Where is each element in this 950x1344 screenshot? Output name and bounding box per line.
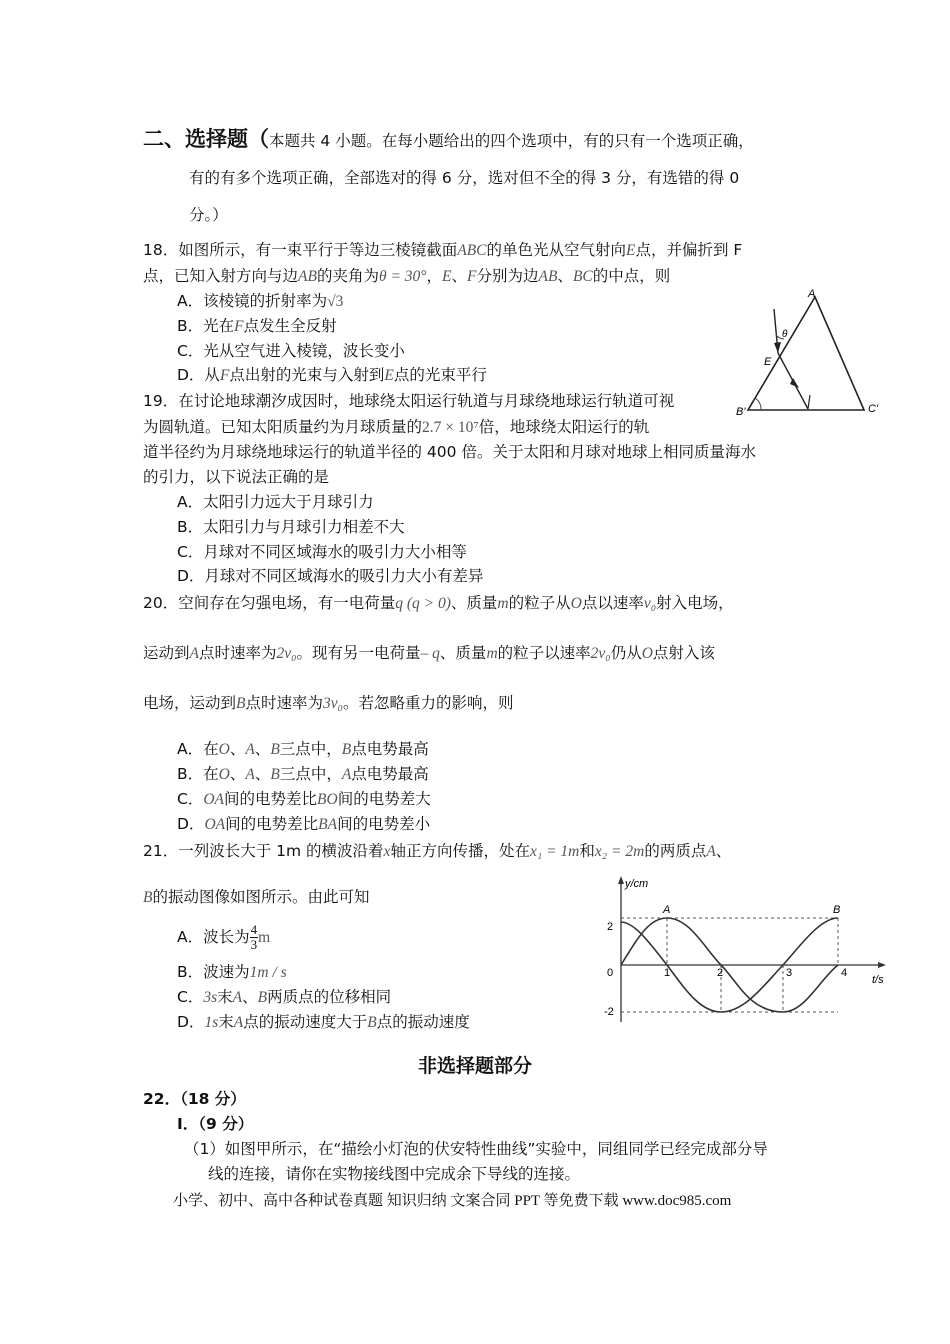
q20-text: 、质量 xyxy=(450,594,498,612)
q20-math: v₀ xyxy=(643,595,657,612)
q20-text: 。现有另一电荷量 xyxy=(296,644,421,662)
refracted-arrow xyxy=(790,378,799,388)
q18-text: 的中点，则 xyxy=(592,267,671,285)
q18-line2 xyxy=(143,266,670,287)
q18-math: ABC xyxy=(457,242,487,259)
q18-option-text: B．光在 xyxy=(177,317,235,335)
q21-option-a xyxy=(177,918,270,957)
curve-a-label: A xyxy=(663,904,671,916)
q21-math: B xyxy=(143,889,153,906)
q20-text: 点时速率为 xyxy=(245,694,323,712)
q20-math: m xyxy=(497,595,509,612)
q21-option-text: C． xyxy=(177,988,204,1006)
q20-math: BA xyxy=(318,816,338,833)
q20-option-text: 、 xyxy=(254,765,271,783)
q21-line1 xyxy=(143,841,731,862)
page-footer: 小学、初中、高中各种试卷真题 知识归纳 文案合同 PPT 等免费下载 www.doc985.com xyxy=(173,1193,732,1209)
q18-option-text: 点出射的光束与入射到 xyxy=(229,366,385,384)
q19-option-a: A．太阳引力远大于月球引力 xyxy=(177,493,374,511)
angle-arc-b xyxy=(755,398,761,410)
q20-math: O xyxy=(218,766,230,783)
curve-b-label: B xyxy=(833,904,841,916)
fraction-numerator: 4 xyxy=(250,922,258,937)
q20-text: 点以速率 xyxy=(581,594,644,612)
x-tick-3: 3 xyxy=(786,967,793,979)
section-intro-3: 分。） xyxy=(189,206,228,224)
q20-option-text: 间的电势差大 xyxy=(337,790,431,808)
q20-option-a xyxy=(177,739,429,760)
q19-option-c: C．月球对不同区域海水的吸引力大小相等 xyxy=(177,543,467,561)
q18-math: E xyxy=(442,268,452,285)
prism-triangle xyxy=(748,297,864,410)
q20-math: A xyxy=(245,766,255,783)
q18-text: 、 xyxy=(557,267,573,285)
q18-math: AB xyxy=(538,268,558,285)
section-title: 二、选择题（ xyxy=(143,127,269,151)
q20-math: B xyxy=(270,741,280,758)
q20-text: 20．空间存在匀强电场，有一电荷量 xyxy=(143,594,396,612)
q20-math: m xyxy=(486,645,498,662)
q20-option-text: 、 xyxy=(229,765,246,783)
q18-option-text: D．从 xyxy=(177,366,220,384)
q20-math: – q xyxy=(420,645,440,662)
q20-math: B xyxy=(236,695,246,712)
q19-option-b: B．太阳引力与月球引力相差不大 xyxy=(177,518,405,536)
q20-option-c xyxy=(177,789,431,810)
q21-text: 的两质点 xyxy=(644,842,707,860)
label-a: A xyxy=(808,288,816,300)
q20-option-text: 三点中， xyxy=(279,765,342,783)
q18-option-b xyxy=(177,316,337,337)
q20-option-d xyxy=(177,814,430,835)
q21-math: B xyxy=(367,1014,377,1031)
q18-text: 点，已知入射方向与边 xyxy=(143,267,299,285)
q18-line1 xyxy=(143,240,742,261)
q20-option-text: 间的电势差小 xyxy=(337,815,431,833)
q21-option-c xyxy=(177,987,391,1008)
q19-text: 为圆轨道。已知太阳质量约为月球质量的 xyxy=(143,418,423,436)
q20-text: 仍从 xyxy=(610,644,642,662)
q18-text: 、 xyxy=(451,267,467,285)
q19-line1: 19．在讨论地球潮汐成因时，地球绕太阳运行轨道与月球绕地球运行轨道可视 xyxy=(143,392,675,410)
q20-line2 xyxy=(143,643,715,664)
q20-math: 2v₀ xyxy=(276,645,297,662)
q20-math: OA xyxy=(203,791,224,808)
q18-math: F xyxy=(234,318,244,335)
q20-math: OA xyxy=(204,816,226,833)
q18-math: BC xyxy=(572,268,593,285)
q20-text: 、质量 xyxy=(439,644,487,662)
q18-text: 的夹角为 xyxy=(316,267,379,285)
y-tick-0: 0 xyxy=(607,967,614,979)
q21-text: 、 xyxy=(715,842,732,860)
part2-title: 非选择题部分 xyxy=(417,1055,532,1077)
q20-text: 点射入该 xyxy=(652,644,715,662)
q21-option-text: A．波长为 xyxy=(177,928,250,946)
q21-math: m xyxy=(258,929,271,946)
x-tick-4: 4 xyxy=(841,967,848,979)
q22-heading: 22．（18 分） xyxy=(143,1090,246,1108)
q22-part-i: I．（9 分） xyxy=(177,1115,254,1133)
q21-math: A xyxy=(233,1014,244,1031)
q18-text: 18．如图所示，有一束平行于等边三棱镜截面 xyxy=(143,241,458,259)
q20-option-text: 三点中， xyxy=(279,740,342,758)
q20-math: O xyxy=(218,741,230,758)
q20-math: BO xyxy=(317,791,338,808)
vibration-graph xyxy=(600,874,892,1026)
x-axis-arrow xyxy=(878,962,886,968)
label-theta: θ xyxy=(782,329,788,340)
q18-text: 点，并偏折到 F xyxy=(635,241,743,259)
q18-text: 分别为边 xyxy=(476,267,539,285)
q20-option-text: 点电势最高 xyxy=(351,765,429,783)
q21-line2 xyxy=(143,887,369,908)
q21-option-b xyxy=(177,962,287,983)
q21-math: A xyxy=(232,989,243,1006)
q21-option-text: 、 xyxy=(242,988,258,1006)
q20-option-b xyxy=(177,764,429,785)
q18-math: AB xyxy=(298,268,317,285)
q21-option-text: D． xyxy=(177,1013,205,1031)
q21-math: 1m / s xyxy=(249,964,287,981)
q20-math: q (q > 0) xyxy=(395,595,451,612)
x-tick-1: 1 xyxy=(664,967,671,979)
q21-option-d xyxy=(177,1012,470,1033)
q21-math: x₁ = 1m xyxy=(529,843,580,860)
q20-math: A xyxy=(245,741,255,758)
q18-math: E xyxy=(626,242,636,259)
q20-math: 2v₀ xyxy=(590,645,611,662)
q20-text: 的粒子从 xyxy=(508,594,571,612)
q18-option-text: 点的光束平行 xyxy=(393,366,487,384)
q20-math: B xyxy=(341,741,352,758)
q20-math: O xyxy=(641,645,653,662)
q21-option-text: 点的振动速度大于 xyxy=(243,1013,368,1031)
q20-option-text: 点电势最高 xyxy=(351,740,429,758)
q19-line2 xyxy=(143,417,649,438)
q18-option-c: C．光从空气进入棱镜，波长变小 xyxy=(177,342,405,360)
q22-1-line2: 线的连接，请你在实物接线图中完成余下导线的连接。 xyxy=(208,1165,581,1183)
q20-option-text: 间的电势差比 xyxy=(224,790,318,808)
q18-option-a xyxy=(177,291,343,312)
q21-option-text: 末 xyxy=(217,988,233,1006)
q18-option-text: A．该棱镜的折射率为 xyxy=(177,292,328,310)
q21-math: A xyxy=(706,843,716,860)
q19-line4: 的引力，以下说法正确的是 xyxy=(143,468,330,486)
q21-math: x₂ = 2m xyxy=(594,843,645,860)
q20-line3 xyxy=(143,693,514,714)
q20-option-text: 、 xyxy=(254,740,271,758)
q21-option-text: 末 xyxy=(218,1013,234,1031)
section-intro-2: 有的有多个选项正确，全部选对的得 6 分，选对但不全的得 3 分，有选错的得 0 xyxy=(189,169,740,187)
q20-math: 3v₀ xyxy=(323,695,344,712)
y-tick-neg2: -2 xyxy=(604,1006,614,1018)
q18-text: 的单色光从空气射向 xyxy=(486,241,627,259)
q19-text: 倍，地球绕太阳运行的轨 xyxy=(478,418,650,436)
label-c: C' xyxy=(868,403,879,415)
incident-arrow xyxy=(774,342,781,353)
q21-math: x xyxy=(383,843,391,860)
y-tick-2: 2 xyxy=(607,921,614,933)
q21-text: 21．一列波长大于 1m 的横波沿着 xyxy=(143,842,384,860)
x-axis-label: t/s xyxy=(872,974,884,986)
q20-math: B xyxy=(270,766,280,783)
q18-math: √3 xyxy=(327,293,344,310)
y-axis-label: y/cm xyxy=(625,878,649,890)
label-b: B' xyxy=(736,406,746,418)
q18-option-d xyxy=(177,365,487,386)
fraction-four-thirds xyxy=(250,923,259,952)
q18-option-text: 点发生全反射 xyxy=(243,317,337,335)
q20-option-text: B．在 xyxy=(177,765,219,783)
q18-math: F xyxy=(219,367,230,384)
label-e: E xyxy=(764,356,772,368)
q18-math: F xyxy=(467,268,477,285)
q18-math: θ = 30° xyxy=(378,268,427,285)
q20-math: O xyxy=(570,595,582,612)
q18-text: ， xyxy=(426,267,443,285)
q21-option-text: 点的振动速度 xyxy=(376,1013,470,1031)
q20-math: A xyxy=(341,766,352,783)
q21-math: 1s xyxy=(204,1014,219,1031)
q20-math: A xyxy=(189,645,199,662)
q18-math: E xyxy=(384,367,394,384)
q20-option-text: 、 xyxy=(229,740,246,758)
q20-text: 运动到 xyxy=(143,644,190,662)
fraction-denominator: 3 xyxy=(250,937,258,952)
q20-line1 xyxy=(143,593,734,614)
q20-text: 。若忽略重力的影响，则 xyxy=(343,694,514,712)
q22-1-line1: （1）如图甲所示，在“描绘小灯泡的伏安特性曲线”实验中，同组同学已经完成部分导 xyxy=(184,1140,768,1158)
q21-option-text: 两质点的位移相同 xyxy=(267,988,392,1006)
q19-option-d: D．月球对不同区域海水的吸引力大小有差异 xyxy=(177,567,484,585)
q20-text: 的粒子以速率 xyxy=(497,644,591,662)
x-tick-2: 2 xyxy=(717,967,724,979)
section-intro-1: 本题共 4 小题。在每小题给出的四个选项中，有的只有一个选项正确， xyxy=(269,132,754,150)
q20-text: 电场，运动到 xyxy=(143,694,237,712)
q20-text: 点时速率为 xyxy=(198,644,277,662)
q21-text: 的振动图像如图所示。由此可知 xyxy=(152,888,370,906)
q21-math: 3s xyxy=(203,989,218,1006)
q20-option-text: 间的电势差比 xyxy=(225,815,319,833)
prism-figure xyxy=(728,285,894,420)
y-axis-arrow xyxy=(618,876,624,884)
section-heading xyxy=(143,129,754,151)
q21-text: 轴正方向传播，处在 xyxy=(390,842,530,860)
exit-ray xyxy=(808,395,810,409)
q20-option-text: A．在 xyxy=(177,740,219,758)
q20-option-text: D． xyxy=(177,815,205,833)
q19-line3: 道半径约为月球绕地球运行的轨道半径的 400 倍。关于太阳和月球对地球上相同质量海水 xyxy=(143,443,756,461)
q21-text: 和 xyxy=(579,842,595,860)
q20-option-text: C． xyxy=(177,790,204,808)
q20-text: 射入电场， xyxy=(656,594,734,612)
q19-math: 2.7 × 10⁷ xyxy=(422,419,479,436)
q21-math: B xyxy=(257,989,268,1006)
q21-option-text: B．波速为 xyxy=(177,963,250,981)
